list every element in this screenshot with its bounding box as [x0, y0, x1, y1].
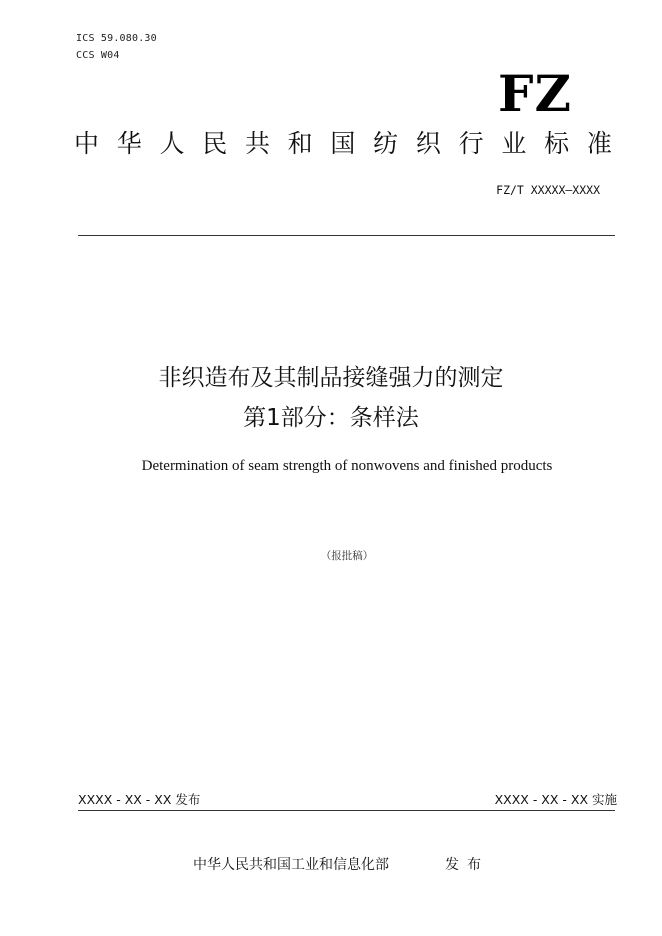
- standard-category-char: 中: [74, 129, 100, 158]
- standard-category-char: 准: [586, 129, 612, 158]
- issue-date: XXXX - XX - XX 发布: [78, 792, 201, 807]
- issue-action: 发布: [445, 857, 489, 873]
- implementation-date: XXXX - XX - XX 实施: [494, 792, 617, 807]
- fz-logo: FZ: [498, 64, 572, 123]
- standard-category-title: [74, 128, 612, 160]
- standard-category-char: 和: [287, 129, 313, 158]
- title-zh-line1: 非织造布及其制品接缝强力的测定: [158, 365, 504, 391]
- title-en: Determination of seam strength of nonwovens and finished products: [141, 458, 553, 474]
- top-divider: [78, 235, 615, 236]
- standard-category-char: 人: [159, 129, 185, 158]
- ccs-code: CCS W04: [76, 50, 120, 61]
- standard-category-char: 织: [415, 129, 441, 158]
- standard-category-char: 业: [501, 129, 527, 158]
- standard-category-char: 华: [116, 129, 142, 158]
- standard-number: FZ/T XXXXX—XXXX: [496, 183, 600, 197]
- bottom-divider: [78, 810, 615, 811]
- standard-category-char: 标: [544, 129, 570, 158]
- standard-category-char: 国: [330, 129, 356, 158]
- standard-category-char: 纺: [373, 129, 399, 158]
- ics-code: ICS 59.080.30: [76, 33, 157, 44]
- standard-category-char: 共: [244, 129, 270, 158]
- title-zh-line2: 第1部分：条样法: [243, 405, 419, 431]
- standard-category-char: 行: [458, 129, 484, 158]
- draft-status: （报批稿）: [320, 550, 374, 562]
- issuing-authority: 中华人民共和国工业和信息化部: [193, 857, 389, 873]
- standard-category-char: 民: [202, 129, 228, 158]
